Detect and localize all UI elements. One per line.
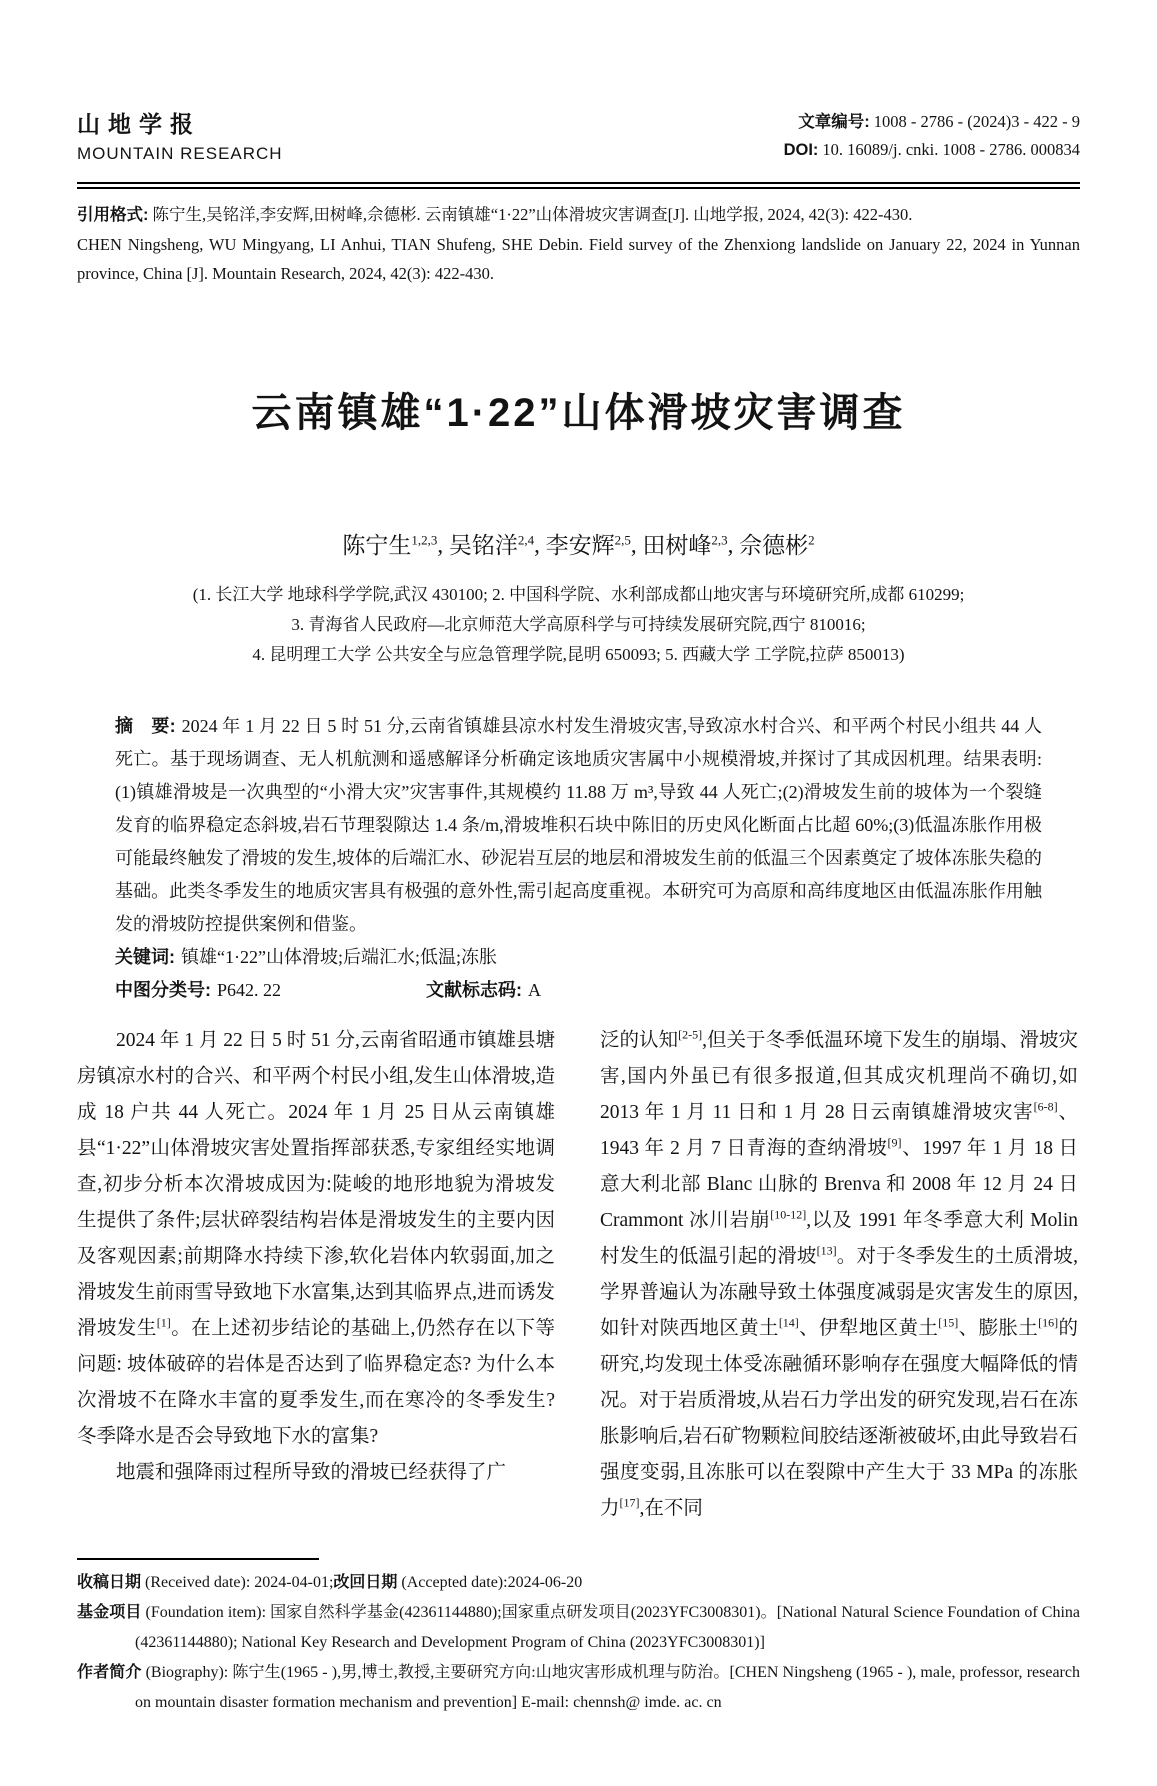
clc-value: P642. 22 — [217, 979, 282, 1000]
doc-code-pair — [426, 974, 541, 1007]
doc-code-value: A — [528, 979, 542, 1000]
keywords-label: 关键词: — [115, 946, 175, 967]
body-paragraph: 泛的认知[2-5],但关于冬季低温环境下发生的崩塌、滑坡灾害,国内外虽已有很多报道,但其成灾机理尚不确切,如 2013 年 1 月 11 日和 1 月 28 日云南镇雄滑坡灾害[6-8]、1943 年 2 月 7 日青海的查纳滑坡[9]、1997 年 1 月 18 日意大利北部 Blanc 山脉的 Brenva 和 2008 年 12 月 24 日 Crammont 冰川岩崩[10-12],以及 1991 年冬季意大利 Molin 村发生的低温引起的滑坡[13]。对于冬季发生的土质滑坡,学界普遍认为冻融导致土体强度减弱是灾害发生的原因,如针对陕西地区黄土[14]、伊犁地区黄土[15]、膨胀土[16]的研究,均发现土体受冻融循环影响存在强度大幅降低的情况。对于岩质滑坡,从岩石力学出发的研究发现,岩石在冻胀影响后,岩石矿物颗粒间胶结逐渐被破坏,由此导致岩石强度变弱,且冻胀可以在裂隙中产生大于 33 MPa 的冻胀力[17],在不同 — [600, 1027, 1078, 1519]
footer-lines — [77, 1568, 1080, 1718]
keywords-line — [115, 941, 1042, 974]
abstract-text: 2024 年 1 月 22 日 5 时 51 分,云南省镇雄县凉水村发生滑坡灾害,导致凉水村合兴、和平两个村民小组共 44 人死亡。基于现场调查、无人机航测和遥感解译分析确定该地质灾害属中小规模滑坡,并探讨了其成因机理。结果表明:(1)镇雄滑坡是一次典型的“小滑大灾”灾害事件,其规模约 11.88 万 m³,导致 44 人死亡;(2)滑坡发生前的坡体为一个裂缝发育的临界稳定态斜坡,岩石节理裂隙达 1.4 条/m,滑坡堆积石块中陈旧的历史风化断面占比超 60%;(3)低温冻胀作用极可能最终触发了滑坡的发生,坡体的后端汇水、砂泥岩互层的地层和滑坡发生前的低温三个因素奠定了坡体冻胀失稳的基础。此类冬季发生的地质灾害具有极强的意外性,需引起高度重视。本研究可为高原和高纬度地区由低温冻胀作用触发的滑坡防控提供案例和借鉴。 — [115, 715, 1042, 934]
doi-line — [784, 136, 1080, 164]
abstract-label: 摘 要: — [115, 715, 176, 736]
author-affiliation-sup: 2,5 — [614, 532, 631, 547]
keywords-text: 镇雄“1·22”山体滑坡;后端汇水;低温;冻胀 — [181, 946, 497, 967]
right-column — [600, 1023, 1078, 1527]
body-paragraph: 地震和强降雨过程所导致的滑坡已经获得了广 — [116, 1461, 507, 1483]
ref-marker: [9] — [887, 1135, 902, 1150]
footer-label: 作者简介 — [77, 1664, 142, 1681]
article-number-value: 1008 - 2786 - (2024)3 - 422 - 9 — [873, 112, 1080, 131]
authors-line: 陈宁生$^{1,2,3}$, 吴铭洋$^{2,4}$, 李安辉$^{2,5}$, 田树峰$^{2,3}$, 佘德彬$^2$ — [342, 532, 815, 558]
footnote-block — [77, 1558, 1080, 1718]
journal-name-block — [77, 106, 283, 164]
footer-text: (Accepted date):2024-06-20 — [401, 1574, 583, 1591]
ref-marker: [17] — [619, 1495, 640, 1510]
clc-label: 中图分类号: — [115, 979, 211, 1000]
body-columns — [77, 1023, 1080, 1527]
footer-text: (Foundation item): 国家自然科学基金(42361144880);国家重点研发项目(2023YFC3008301)。[National Natural Science Foundation of China (42361144880); National Key Research and Development Program of China (2023YFC3008301)] — [135, 1604, 1080, 1651]
article-number-label: 文章编号: — [798, 113, 870, 131]
ref-marker: [2-5] — [678, 1027, 703, 1042]
author: 李安辉$^{2,5}$ — [545, 532, 631, 558]
footer-label: 基金项目 — [77, 1604, 142, 1621]
footer-label: 改回日期 — [333, 1574, 398, 1591]
ref-marker: [16] — [1038, 1315, 1059, 1330]
citation-cn-text: 陈宁生,吴铭洋,李安辉,田树峰,佘德彬. 云南镇雄“1·22”山体滑坡灾害调查[J]. 山地学报, 2024, 42(3): 422-430. — [152, 205, 913, 224]
citation-cn-line — [77, 200, 1080, 230]
article-number-line — [784, 108, 1080, 136]
author-affiliation-sup: 1,2,3 — [411, 532, 438, 547]
author: 田树峰$^{2,3}$ — [642, 532, 728, 558]
abstract-block — [115, 710, 1042, 941]
footer-text: (Received date): 2024-04-01; — [145, 1574, 334, 1591]
journal-header — [77, 0, 1080, 164]
body-paragraph: 2024 年 1 月 22 日 5 时 51 分,云南省昭通市镇雄县塘房镇凉水村的合兴、和平两个村民小组,发生山体滑坡,造成 18 户共 44 人死亡。2024 年 1 月 25 日从云南镇雄县“1·22”山体滑坡灾害处置指挥部获悉,专家组经实地调查,初步分析本次滑坡成因为:陡峻的地形地貌为滑坡发生提供了条件;层状碎裂结构岩体是滑坡发生的主要内因及客观因素;前期降水持续下渗,软化岩体内软弱面,加之滑坡发生前雨雪导致地下水富集,达到其临界点,进而诱发滑坡发生[1]。在上述初步结论的基础上,仍然存在以下等问题: 坡体破碎的岩体是否达到了临界稳定态? 为什么本次滑坡不在降水丰富的夏季发生,而在寒冷的冬季发生? 冬季降水是否会导致地下水的富集? — [77, 1029, 555, 1447]
author-affiliation-sup: 2,3 — [711, 532, 728, 547]
ref-marker: [6-8] — [1033, 1099, 1058, 1114]
footer-text: (Biography): 陈宁生(1965 - ),男,博士,教授,主要研究方向:山地灾害形成机理与防治。[CHEN Ningsheng (1965 - ), male, professor, research on mountain disaster formation mechanism and prevention] E-mail: chennsh@ imde. ac. cn — [135, 1664, 1080, 1711]
author: 佘德彬$^2$ — [739, 532, 815, 558]
left-column — [77, 1023, 555, 1527]
journal-name-cn: 山地学报 — [77, 111, 201, 137]
author: 吴铭洋$^{2,4}$ — [448, 532, 535, 558]
affiliation-line: 3. 青海省人民政府—北京师范大学高原科学与可持续发展研究院,西宁 810016; — [291, 614, 866, 634]
doi-value: 10. 16089/j. cnki. 1008 - 2786. 000834 — [822, 140, 1080, 159]
article-title: 云南镇雄“1·22”山体滑坡灾害调查 — [251, 391, 906, 435]
ref-marker: [1] — [156, 1315, 171, 1330]
footer-line — [77, 1598, 1080, 1658]
ref-marker: [14] — [778, 1315, 799, 1330]
citation-block — [77, 200, 1080, 288]
author-affiliation-sup: 2,4 — [517, 532, 535, 547]
affiliations — [77, 580, 1080, 670]
affiliation-line: (1. 长江大学 地球科学学院,武汉 430100; 2. 中国科学院、水利部成都山地灾害与环境研究所,成都 610299; — [192, 584, 965, 604]
ref-marker: [10-12] — [770, 1207, 807, 1222]
clc-line — [115, 974, 1042, 1007]
ref-marker: [15] — [938, 1315, 959, 1330]
citation-label: 引用格式: — [77, 206, 149, 224]
article-meta-block — [784, 108, 1080, 164]
footer-line — [77, 1568, 1080, 1598]
doi-label: DOI: — [783, 141, 819, 159]
footer-line — [77, 1658, 1080, 1718]
footnote-divider — [77, 1558, 319, 1560]
author: 陈宁生$^{1,2,3}$ — [342, 532, 438, 558]
affiliation-line: 4. 昆明理工大学 公共安全与应急管理学院,昆明 650093; 5. 西藏大学 工学院,拉萨 850013) — [252, 644, 905, 664]
author-affiliation-sup: 2 — [808, 532, 815, 547]
journal-name-en: MOUNTAIN RESEARCH — [77, 144, 283, 163]
ref-marker: [13] — [816, 1243, 837, 1258]
citation-en-line: CHEN Ningsheng, WU Mingyang, LI Anhui, TIAN Shufeng, SHE Debin. Field survey of the Zhenxiong landslide on January 22, 2024 in Yunnan province, China [J]. Mountain Research, 2024, 42(3): 422-430. — [77, 235, 1080, 283]
footer-label: 收稿日期 — [77, 1574, 142, 1591]
clc-pair — [115, 974, 281, 1007]
doc-code-label: 文献标志码: — [426, 979, 523, 1000]
header-divider — [77, 182, 1080, 189]
